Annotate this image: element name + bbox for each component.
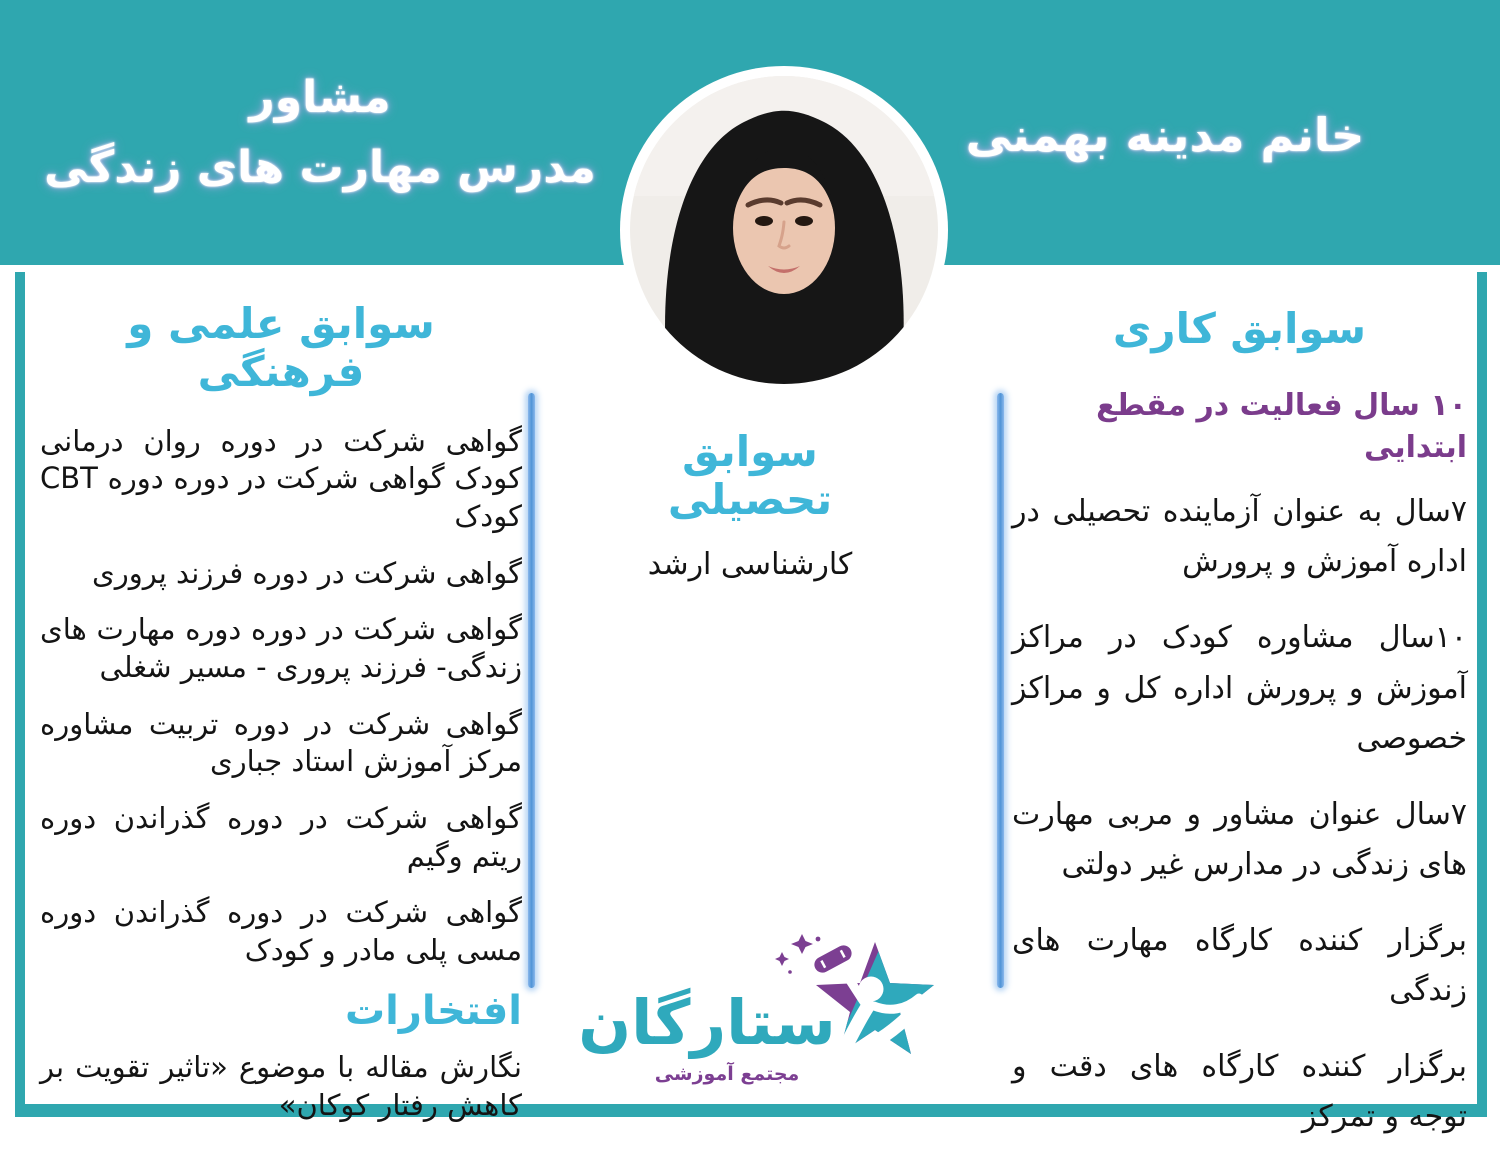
brand-tagline: مجتمع آموزشی bbox=[654, 1063, 800, 1085]
education-title: سوابق تحصیلی bbox=[667, 427, 833, 525]
section-education bbox=[595, 428, 905, 582]
frame-left-bar bbox=[15, 272, 25, 1117]
work-title: سوابق کاری bbox=[1112, 304, 1367, 353]
work-item: ۷سال به عنوان آزماینده تحصیلی در اداره آموزش و پرورش bbox=[1012, 494, 1467, 580]
work-highlight: ۱۰ سال فعالیت در مقطع ابتدایی bbox=[1096, 388, 1467, 466]
section-academic bbox=[40, 300, 522, 1143]
frame-right-bar bbox=[1477, 272, 1487, 1117]
academic-item: گواهی شرکت در دوره روان درمانی کودک گواهی شرکت در دوره دوره CBT کودک bbox=[40, 423, 522, 533]
academic-item: گواهی شرکت در دوره تربیت مشاوره مرکز آموزش استاد جباری bbox=[40, 706, 522, 779]
profile-photo bbox=[620, 66, 948, 394]
education-degree: کارشناسی ارشد bbox=[647, 546, 853, 582]
work-item: برگزار کننده کارگاه مهارت های زندگی bbox=[1012, 922, 1467, 1009]
brand-logo bbox=[575, 932, 945, 1100]
work-item: برگزار کننده کارگاه های دقت و توجه و تمرکز bbox=[1012, 1049, 1467, 1135]
honors-item: نگارش مقاله با موضوع «تاثیر تقویت بر کاهش رفتار کوکان» bbox=[40, 1049, 522, 1122]
academic-item: گواهی شرکت در دوره گذراندن دوره ریتم وگیم bbox=[40, 801, 522, 873]
honors-title: افتخارات bbox=[344, 987, 522, 1034]
portrait-illustration bbox=[630, 76, 938, 384]
academic-item: گواهی شرکت در دوره دوره مهارت های زندگی- فرزند پروری - مسیر شغلی bbox=[40, 612, 522, 685]
sparkle-icons bbox=[775, 934, 820, 974]
work-item: ۷سال عنوان مشاور و مربی مهارت های زندگی در مدارس غیر دولتی bbox=[1012, 796, 1467, 882]
academic-title: سوابق علمی و فرهنگی bbox=[127, 299, 435, 397]
person-name: خانم مدینه بهمنی bbox=[965, 108, 1365, 162]
separator-right bbox=[997, 393, 1004, 988]
section-work bbox=[1012, 305, 1467, 1168]
role-line-1: مشاور bbox=[249, 72, 391, 123]
work-item: ۱۰سال مشاوره کودک در مراکز آموزش و پرورش اداره کل و مراکز خصوصی bbox=[1012, 620, 1467, 756]
academic-item: گواهی شرکت در دوره فرزند پروری bbox=[92, 555, 522, 590]
brand-wordmark: ستارگان bbox=[578, 986, 836, 1059]
separator-left bbox=[528, 393, 535, 988]
academic-item: گواهی شرکت در دوره گذراندن دوره مسی پلی مادر و کودک bbox=[40, 895, 522, 968]
role-line-2: مدرس مهارت های زندگی bbox=[44, 142, 596, 193]
header-roles bbox=[30, 72, 610, 193]
